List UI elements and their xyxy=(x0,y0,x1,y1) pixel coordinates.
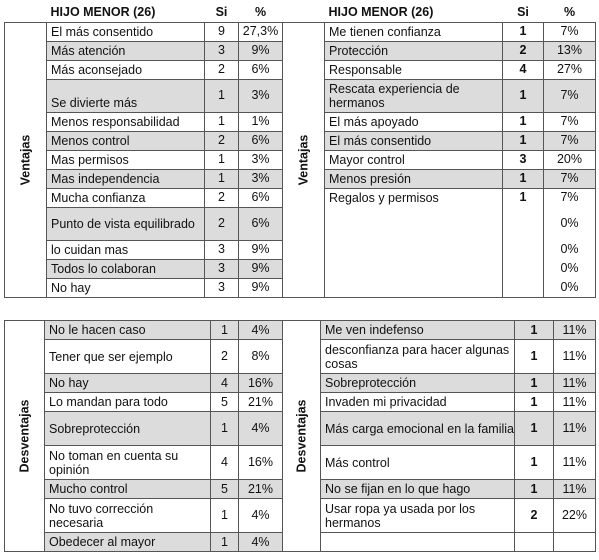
row-si: 1 xyxy=(515,412,554,446)
row-label: No hay xyxy=(45,374,211,393)
row-pct: 7% xyxy=(544,131,596,150)
row-label: Más carga emocional en la familia xyxy=(321,412,515,446)
row-pct: 11% xyxy=(554,412,596,446)
row-label: lo cuidan mas xyxy=(47,240,205,259)
row-label: No tuvo corrección necesaria xyxy=(45,499,211,533)
row-label: Invaden mi privacidad xyxy=(321,393,515,412)
row-si: 1 xyxy=(515,340,554,374)
row-label: desconfianza para hacer algunas cosas xyxy=(321,340,515,374)
row-pct: 7% xyxy=(544,112,596,131)
row-label: Se divierte más xyxy=(47,79,205,112)
header-label-right: HIJO MENOR (26) xyxy=(325,4,503,22)
row-pct: 3% xyxy=(239,150,283,169)
row-label: Sobreprotección xyxy=(321,374,515,393)
row-pct: 7% xyxy=(544,169,596,188)
row-pct: 27% xyxy=(544,60,596,79)
row-si: 1 xyxy=(211,499,239,533)
row-pct: 0% xyxy=(544,278,596,297)
section-label-left-text: Desventajas xyxy=(17,399,31,473)
row-pct: 16% xyxy=(239,374,283,393)
row-label: Mas permisos xyxy=(47,150,205,169)
bottom-table xyxy=(4,320,596,552)
row-pct: 9% xyxy=(239,278,283,297)
row-pct: 1% xyxy=(239,112,283,131)
row-label xyxy=(325,207,503,240)
header-spacer-left xyxy=(5,4,47,22)
row-si: 1 xyxy=(503,188,544,207)
header-si-left: Si xyxy=(215,5,228,20)
header-row xyxy=(5,4,596,22)
row-si: 2 xyxy=(503,41,544,60)
row-pct: 9% xyxy=(239,240,283,259)
row-pct: 11% xyxy=(554,393,596,412)
row-label: Protección xyxy=(325,41,503,60)
row-pct: 6% xyxy=(239,188,283,207)
row-label xyxy=(321,533,515,552)
row-pct: 3% xyxy=(239,169,283,188)
row-pct: 21% xyxy=(239,393,283,412)
row-si: 1 xyxy=(503,112,544,131)
row-si xyxy=(515,533,554,552)
row-si: 1 xyxy=(211,321,239,340)
row-si: 1 xyxy=(503,169,544,188)
row-si xyxy=(503,240,544,259)
row-label: Sobreprotección xyxy=(45,412,211,446)
row-si: 1 xyxy=(515,446,554,480)
row-si: 3 xyxy=(205,259,239,278)
row-label: El más consentido xyxy=(325,131,503,150)
row-label: Mayor control xyxy=(325,150,503,169)
row-label: Punto de vista equilibrado xyxy=(47,207,205,240)
row-label: Más atención xyxy=(47,41,205,60)
section-label-right xyxy=(283,22,325,297)
row-label: El más apoyado xyxy=(325,112,503,131)
row-pct: 7% xyxy=(544,79,596,112)
row-pct: 4% xyxy=(239,412,283,446)
row-label: Tener que ser ejemplo xyxy=(45,340,211,374)
row-si: 3 xyxy=(205,41,239,60)
section-label-left xyxy=(5,321,45,552)
row-si: 3 xyxy=(503,150,544,169)
section-label-left xyxy=(5,22,47,297)
header-spacer-right xyxy=(283,4,325,22)
row-label: Más aconsejado xyxy=(47,60,205,79)
row-si: 2 xyxy=(205,207,239,240)
row-si: 1 xyxy=(205,150,239,169)
row-si: 1 xyxy=(211,533,239,552)
row-si: 4 xyxy=(211,446,239,480)
section-label-right xyxy=(283,321,321,552)
row-si: 5 xyxy=(211,480,239,499)
row-pct: 9% xyxy=(239,41,283,60)
row-si: 2 xyxy=(205,188,239,207)
row-label: Menos responsabilidad xyxy=(47,112,205,131)
row-label: Menos presión xyxy=(325,169,503,188)
row-pct: 11% xyxy=(554,446,596,480)
row-pct: 11% xyxy=(554,340,596,374)
row-pct: 6% xyxy=(239,131,283,150)
row-label: No toman en cuenta su opinión xyxy=(45,446,211,480)
row-pct: 13% xyxy=(544,41,596,60)
row-label: Mucho control xyxy=(45,480,211,499)
row-pct: 21% xyxy=(239,480,283,499)
bottom-table-body xyxy=(5,321,596,552)
section-label-left-text: Ventajas xyxy=(18,134,32,185)
table-row xyxy=(5,22,596,41)
row-si: 1 xyxy=(211,412,239,446)
row-label: No le hacen caso xyxy=(45,321,211,340)
row-si: 5 xyxy=(211,393,239,412)
row-si: 1 xyxy=(515,374,554,393)
row-si: 1 xyxy=(503,79,544,112)
row-pct: 27,3% xyxy=(239,22,283,41)
row-si xyxy=(503,259,544,278)
row-si xyxy=(503,278,544,297)
row-label: Me ven indefenso xyxy=(321,321,515,340)
row-si: 2 xyxy=(205,131,239,150)
row-pct: 20% xyxy=(544,150,596,169)
row-si: 1 xyxy=(503,22,544,41)
row-si: 4 xyxy=(503,60,544,79)
row-si: 1 xyxy=(503,131,544,150)
header-pct-right: % xyxy=(563,5,576,20)
row-pct: 22% xyxy=(554,499,596,533)
row-label: Menos control xyxy=(47,131,205,150)
section-label-right-text: Ventajas xyxy=(296,134,310,185)
row-pct: 3% xyxy=(239,79,283,112)
row-label: No se fijan en lo que hago xyxy=(321,480,515,499)
row-si xyxy=(503,207,544,240)
row-pct: 6% xyxy=(239,60,283,79)
section-label-right-text: Desventajas xyxy=(294,399,308,473)
row-pct: 0% xyxy=(544,240,596,259)
row-pct: 0% xyxy=(544,207,596,240)
row-pct: 7% xyxy=(544,22,596,41)
row-label: Responsable xyxy=(325,60,503,79)
row-pct: 16% xyxy=(239,446,283,480)
row-pct: 0% xyxy=(544,259,596,278)
header-pct-left: % xyxy=(254,5,267,20)
row-si: 3 xyxy=(205,278,239,297)
row-pct: 11% xyxy=(554,321,596,340)
top-table xyxy=(4,4,596,298)
row-pct: 4% xyxy=(239,321,283,340)
row-pct xyxy=(554,533,596,552)
row-si: 3 xyxy=(205,240,239,259)
row-label xyxy=(325,240,503,259)
row-si: 1 xyxy=(515,393,554,412)
row-label: Todos lo colaboran xyxy=(47,259,205,278)
row-label: Obedecer al mayor xyxy=(45,533,211,552)
row-si: 2 xyxy=(211,340,239,374)
row-pct: 11% xyxy=(554,374,596,393)
header-si-right: Si xyxy=(517,5,529,20)
header-label-left: HIJO MENOR (26) xyxy=(47,4,205,22)
row-pct: 6% xyxy=(239,207,283,240)
row-pct: 9% xyxy=(239,259,283,278)
row-pct: 11% xyxy=(554,480,596,499)
row-label xyxy=(325,259,503,278)
row-label: Mucha confianza xyxy=(47,188,205,207)
row-label: Mas independencia xyxy=(47,169,205,188)
row-si: 4 xyxy=(211,374,239,393)
row-label: Más control xyxy=(321,446,515,480)
row-si: 1 xyxy=(515,321,554,340)
row-si: 2 xyxy=(205,60,239,79)
row-label: No hay xyxy=(47,278,205,297)
row-si: 1 xyxy=(205,79,239,112)
row-pct: 4% xyxy=(239,499,283,533)
row-pct: 4% xyxy=(239,533,283,552)
row-pct: 8% xyxy=(239,340,283,374)
row-si: 1 xyxy=(205,112,239,131)
row-label: Regalos y permisos xyxy=(325,188,503,207)
row-si: 2 xyxy=(515,499,554,533)
row-label: Rescata experiencia de hermanos xyxy=(325,79,503,112)
row-si: 9 xyxy=(205,22,239,41)
row-pct: 7% xyxy=(544,188,596,207)
row-label: Me tienen confianza xyxy=(325,22,503,41)
top-table-body xyxy=(5,4,596,297)
row-si: 1 xyxy=(515,480,554,499)
row-label: Usar ropa ya usada por los hermanos xyxy=(321,499,515,533)
row-label: Lo mandan para todo xyxy=(45,393,211,412)
table-row xyxy=(5,321,596,340)
row-si: 1 xyxy=(205,169,239,188)
row-label xyxy=(325,278,503,297)
row-label: El más consentido xyxy=(47,22,205,41)
